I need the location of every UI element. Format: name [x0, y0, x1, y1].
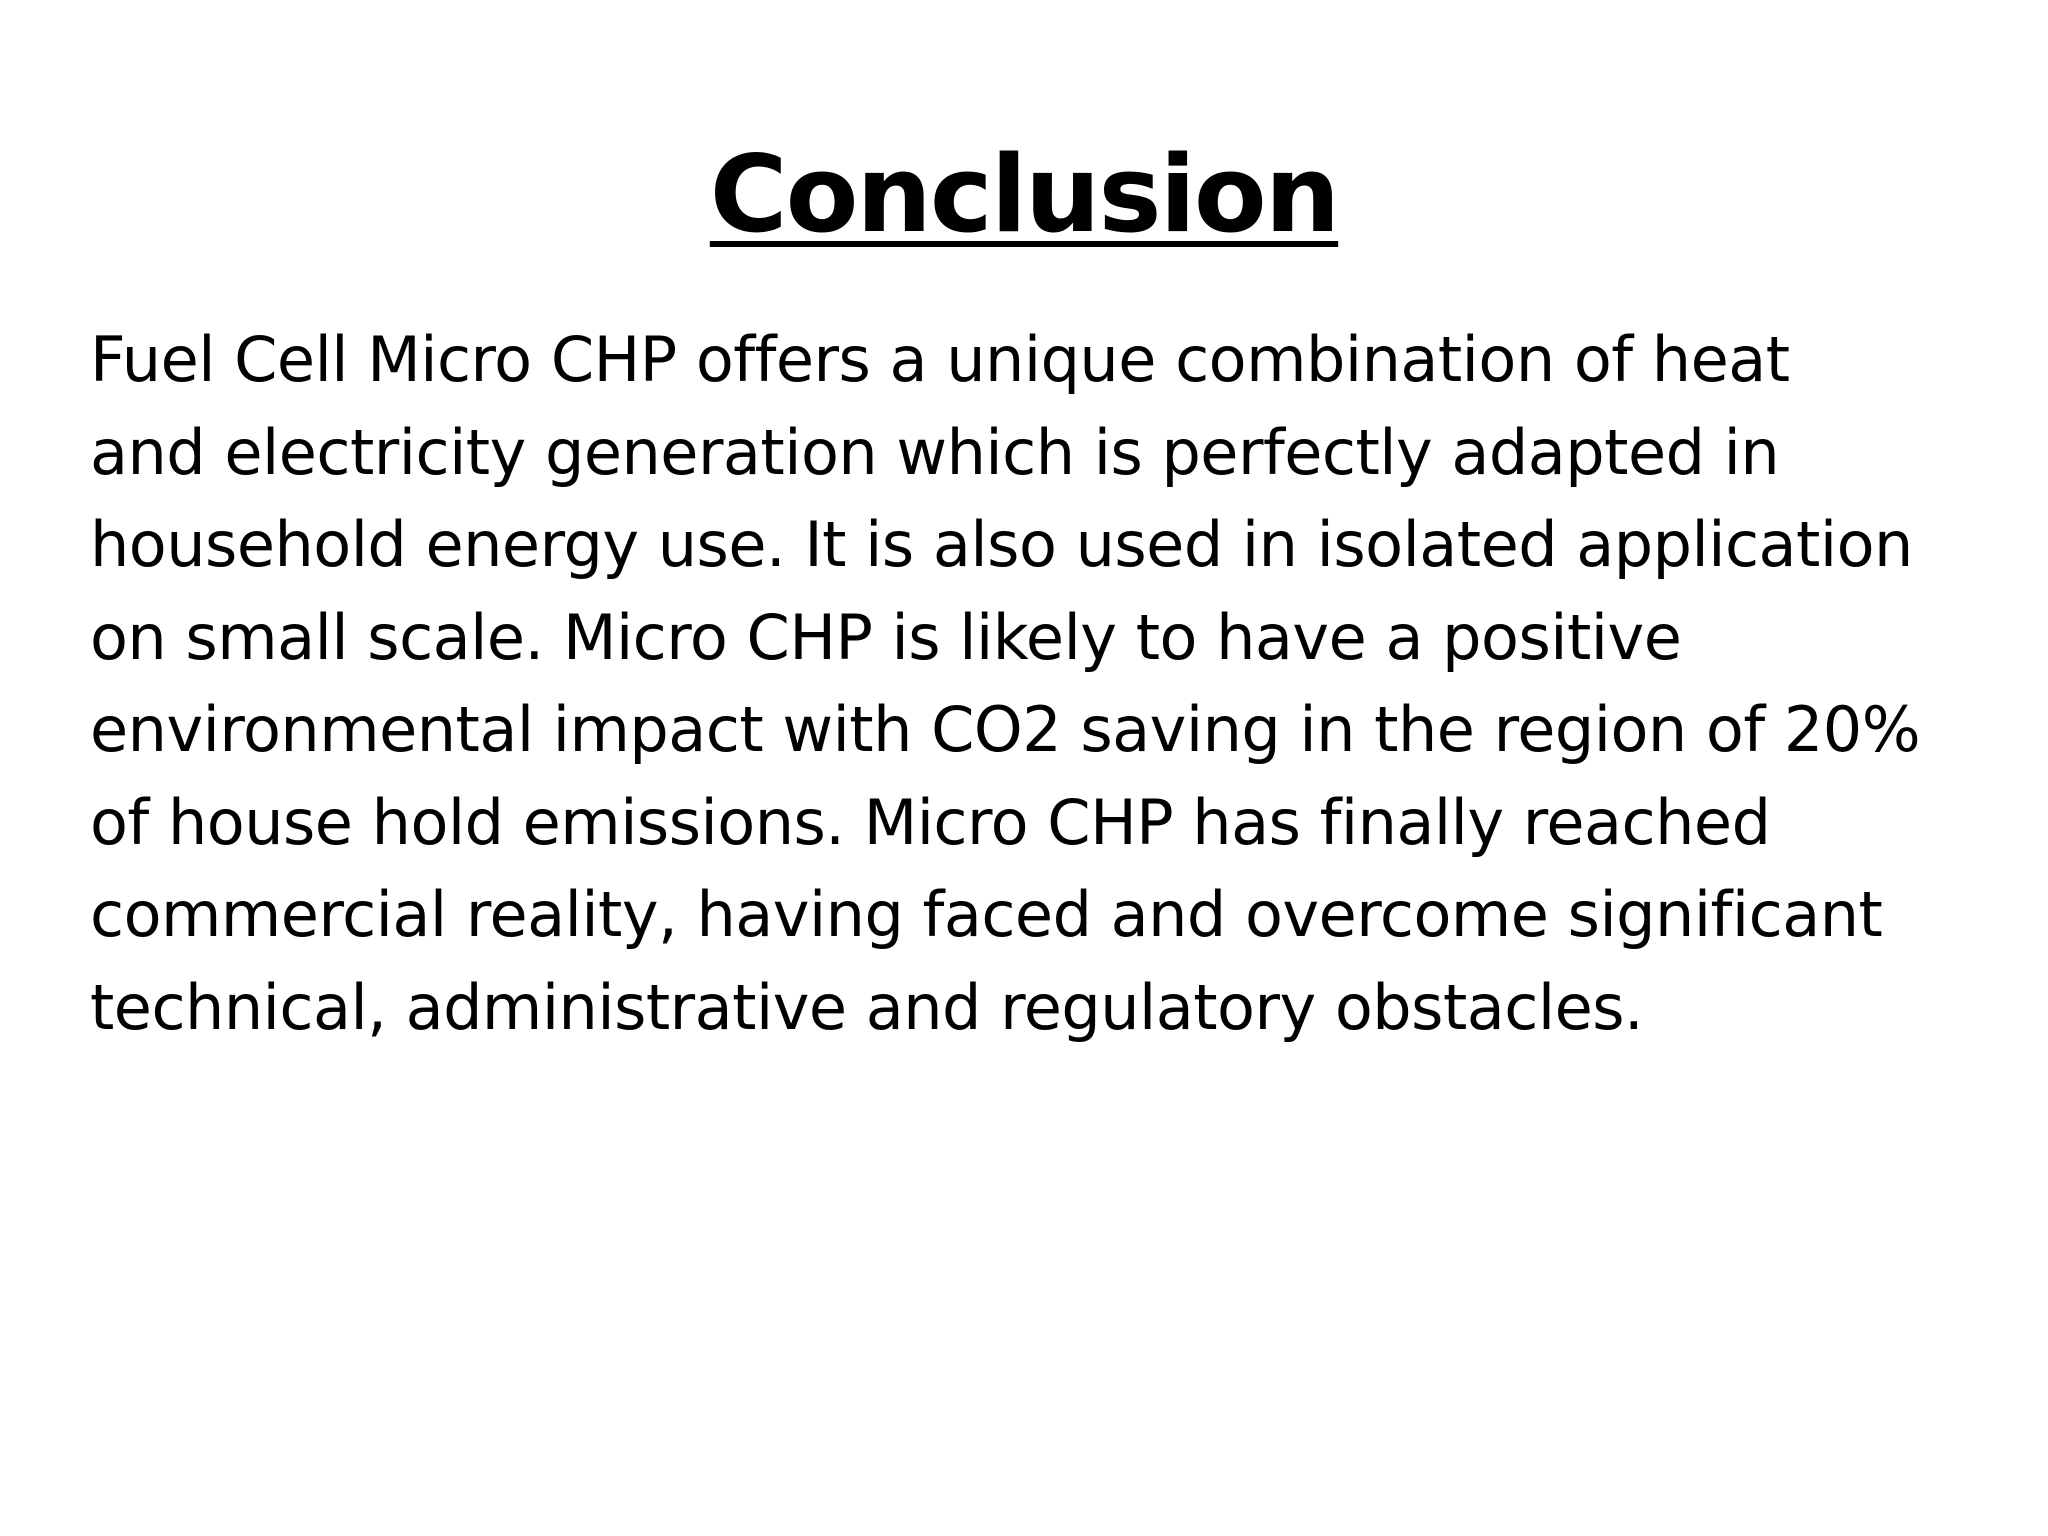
body-line-8: technical, administrative and regulatory obstacles.	[90, 970, 1644, 1044]
body-line-7: commercial reality, having faced and overcome significant	[90, 878, 1883, 951]
body-line-3: household energy use. It is also used in isolated application	[90, 508, 1913, 581]
body-line-1: Fuel Cell Micro CHP offers a unique combination of heat	[90, 323, 1790, 396]
body-line-5: environmental impact with CO2 saving in the region of 20%	[90, 693, 1921, 766]
slide-body	[90, 314, 2010, 1054]
slide-title: Conclusion	[709, 133, 1339, 256]
body-line-4: on small scale. Micro CHP is likely to have a positive	[90, 600, 1682, 674]
body-line-2: and electricity generation which is perfectly adapted in	[90, 415, 1780, 489]
body-line-6: of house hold emissions. Micro CHP has finally reached	[90, 785, 1771, 859]
